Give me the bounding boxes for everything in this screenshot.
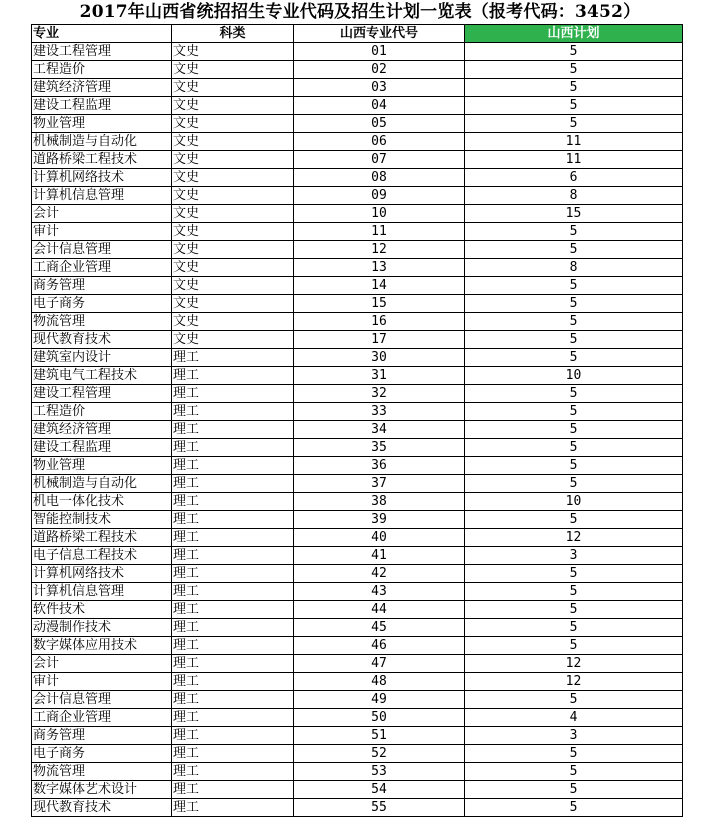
table-row bbox=[32, 565, 683, 583]
table-row bbox=[32, 547, 683, 565]
cell-major[interactable]: 动漫制作技术 bbox=[32, 619, 172, 637]
cell-major[interactable]: 软件技术 bbox=[32, 601, 172, 619]
cell-plan[interactable]: 8 bbox=[465, 187, 683, 205]
cell-plan[interactable]: 5 bbox=[465, 619, 683, 637]
cell-major[interactable]: 会计信息管理 bbox=[32, 241, 172, 259]
table-row bbox=[32, 385, 683, 403]
table-row bbox=[32, 619, 683, 637]
cell-plan[interactable]: 5 bbox=[465, 79, 683, 97]
cell-category[interactable]: 理工 bbox=[172, 763, 294, 781]
table-row bbox=[32, 709, 683, 727]
cell-category[interactable]: 理工 bbox=[172, 403, 294, 421]
header-code[interactable]: 山西专业代号 bbox=[294, 25, 465, 43]
cell-code[interactable]: 16 bbox=[294, 313, 465, 331]
cell-category[interactable]: 理工 bbox=[172, 637, 294, 655]
cell-code[interactable]: 13 bbox=[294, 259, 465, 277]
cell-code[interactable]: 40 bbox=[294, 529, 465, 547]
cell-category[interactable]: 理工 bbox=[172, 439, 294, 457]
cell-major[interactable]: 工商企业管理 bbox=[32, 259, 172, 277]
cell-code[interactable]: 05 bbox=[294, 115, 465, 133]
cell-code[interactable]: 11 bbox=[294, 223, 465, 241]
cell-plan[interactable]: 5 bbox=[465, 475, 683, 493]
cell-major[interactable]: 物业管理 bbox=[32, 115, 172, 133]
cell-code[interactable]: 33 bbox=[294, 403, 465, 421]
cell-plan[interactable]: 5 bbox=[465, 799, 683, 817]
cell-plan[interactable]: 5 bbox=[465, 223, 683, 241]
table-row bbox=[32, 61, 683, 79]
table-row bbox=[32, 97, 683, 115]
cell-category[interactable]: 文史 bbox=[172, 277, 294, 295]
cell-category[interactable]: 理工 bbox=[172, 529, 294, 547]
table-row bbox=[32, 349, 683, 367]
cell-plan[interactable]: 5 bbox=[465, 115, 683, 133]
cell-code[interactable]: 43 bbox=[294, 583, 465, 601]
cell-code[interactable]: 08 bbox=[294, 169, 465, 187]
table-row bbox=[32, 691, 683, 709]
table-row bbox=[32, 205, 683, 223]
cell-plan[interactable]: 4 bbox=[465, 709, 683, 727]
table-row bbox=[32, 727, 683, 745]
cell-category[interactable]: 文史 bbox=[172, 205, 294, 223]
cell-plan[interactable]: 5 bbox=[465, 637, 683, 655]
cell-plan[interactable]: 5 bbox=[465, 691, 683, 709]
table-row bbox=[32, 313, 683, 331]
cell-plan[interactable]: 5 bbox=[465, 565, 683, 583]
cell-major[interactable]: 审计 bbox=[32, 223, 172, 241]
enrollment-plan-table bbox=[31, 24, 683, 817]
cell-plan[interactable]: 5 bbox=[465, 781, 683, 799]
cell-plan[interactable]: 5 bbox=[465, 313, 683, 331]
cell-plan[interactable]: 5 bbox=[465, 61, 683, 79]
cell-major[interactable]: 会计 bbox=[32, 205, 172, 223]
cell-code[interactable]: 35 bbox=[294, 439, 465, 457]
table-row bbox=[32, 799, 683, 817]
cell-category[interactable]: 文史 bbox=[172, 169, 294, 187]
cell-category[interactable]: 文史 bbox=[172, 295, 294, 313]
table-row bbox=[32, 241, 683, 259]
table-row bbox=[32, 43, 683, 61]
header-category[interactable]: 科类 bbox=[172, 25, 294, 43]
cell-plan[interactable]: 5 bbox=[465, 583, 683, 601]
cell-code[interactable]: 07 bbox=[294, 151, 465, 169]
cell-code[interactable]: 53 bbox=[294, 763, 465, 781]
cell-code[interactable]: 44 bbox=[294, 601, 465, 619]
cell-major[interactable]: 物业管理 bbox=[32, 457, 172, 475]
cell-code[interactable]: 15 bbox=[294, 295, 465, 313]
cell-code[interactable]: 10 bbox=[294, 205, 465, 223]
cell-code[interactable]: 14 bbox=[294, 277, 465, 295]
cell-code[interactable]: 04 bbox=[294, 97, 465, 115]
cell-plan[interactable]: 5 bbox=[465, 277, 683, 295]
cell-category[interactable]: 理工 bbox=[172, 565, 294, 583]
cell-category[interactable]: 理工 bbox=[172, 493, 294, 511]
cell-category[interactable]: 文史 bbox=[172, 241, 294, 259]
cell-category[interactable]: 理工 bbox=[172, 619, 294, 637]
cell-code[interactable]: 51 bbox=[294, 727, 465, 745]
cell-major[interactable]: 物流管理 bbox=[32, 763, 172, 781]
sheet-title: 2017年山西省统招招生专业代码及招生计划一览表（报考代码：3452） bbox=[79, 2, 641, 22]
table-row bbox=[32, 259, 683, 277]
cell-category[interactable]: 文史 bbox=[172, 187, 294, 205]
cell-category[interactable]: 文史 bbox=[172, 97, 294, 115]
cell-code[interactable]: 31 bbox=[294, 367, 465, 385]
cell-code[interactable]: 17 bbox=[294, 331, 465, 349]
cell-major[interactable]: 电子信息工程技术 bbox=[32, 547, 172, 565]
cell-plan[interactable]: 5 bbox=[465, 457, 683, 475]
cell-category[interactable]: 理工 bbox=[172, 547, 294, 565]
cell-plan[interactable]: 3 bbox=[465, 547, 683, 565]
table-row bbox=[32, 475, 683, 493]
cell-category[interactable]: 理工 bbox=[172, 475, 294, 493]
cell-category[interactable]: 理工 bbox=[172, 781, 294, 799]
cell-category[interactable]: 文史 bbox=[172, 259, 294, 277]
table-row bbox=[32, 439, 683, 457]
cell-plan[interactable]: 5 bbox=[465, 439, 683, 457]
cell-category[interactable]: 文史 bbox=[172, 79, 294, 97]
cell-code[interactable]: 50 bbox=[294, 709, 465, 727]
table-row bbox=[32, 457, 683, 475]
cell-plan[interactable]: 5 bbox=[465, 745, 683, 763]
cell-category[interactable]: 理工 bbox=[172, 799, 294, 817]
cell-major[interactable]: 商务管理 bbox=[32, 727, 172, 745]
cell-major[interactable]: 现代教育技术 bbox=[32, 331, 172, 349]
cell-major[interactable]: 计算机网络技术 bbox=[32, 169, 172, 187]
table-row bbox=[32, 295, 683, 313]
cell-plan[interactable]: 12 bbox=[465, 529, 683, 547]
cell-major[interactable]: 工程造价 bbox=[32, 61, 172, 79]
cell-category[interactable]: 理工 bbox=[172, 385, 294, 403]
cell-category[interactable]: 理工 bbox=[172, 583, 294, 601]
cell-category[interactable]: 文史 bbox=[172, 61, 294, 79]
table-row bbox=[32, 151, 683, 169]
cell-major[interactable]: 计算机信息管理 bbox=[32, 583, 172, 601]
table-row bbox=[32, 331, 683, 349]
table-row bbox=[32, 169, 683, 187]
cell-major[interactable]: 会计 bbox=[32, 655, 172, 673]
cell-code[interactable]: 03 bbox=[294, 79, 465, 97]
cell-major[interactable]: 数字媒体艺术设计 bbox=[32, 781, 172, 799]
cell-plan[interactable]: 5 bbox=[465, 97, 683, 115]
cell-code[interactable]: 54 bbox=[294, 781, 465, 799]
cell-major[interactable]: 计算机网络技术 bbox=[32, 565, 172, 583]
cell-major[interactable]: 会计信息管理 bbox=[32, 691, 172, 709]
cell-plan[interactable]: 5 bbox=[465, 511, 683, 529]
cell-code[interactable]: 45 bbox=[294, 619, 465, 637]
cell-major[interactable]: 计算机信息管理 bbox=[32, 187, 172, 205]
cell-plan[interactable]: 15 bbox=[465, 205, 683, 223]
cell-category[interactable]: 文史 bbox=[172, 313, 294, 331]
cell-major[interactable]: 商务管理 bbox=[32, 277, 172, 295]
table-row bbox=[32, 421, 683, 439]
table-row bbox=[32, 277, 683, 295]
cell-plan[interactable]: 12 bbox=[465, 655, 683, 673]
cell-major[interactable]: 建筑电气工程技术 bbox=[32, 367, 172, 385]
table-row bbox=[32, 367, 683, 385]
cell-code[interactable]: 39 bbox=[294, 511, 465, 529]
cell-plan[interactable]: 5 bbox=[465, 349, 683, 367]
cell-code[interactable]: 41 bbox=[294, 547, 465, 565]
table-row bbox=[32, 223, 683, 241]
cell-code[interactable]: 49 bbox=[294, 691, 465, 709]
table-row bbox=[32, 637, 683, 655]
cell-category[interactable]: 理工 bbox=[172, 601, 294, 619]
table-row bbox=[32, 79, 683, 97]
cell-code[interactable]: 42 bbox=[294, 565, 465, 583]
cell-category[interactable]: 理工 bbox=[172, 367, 294, 385]
cell-major[interactable]: 工程造价 bbox=[32, 403, 172, 421]
table-row bbox=[32, 187, 683, 205]
cell-major[interactable]: 审计 bbox=[32, 673, 172, 691]
cell-category[interactable]: 理工 bbox=[172, 421, 294, 439]
cell-major[interactable]: 数字媒体应用技术 bbox=[32, 637, 172, 655]
cell-major[interactable]: 智能控制技术 bbox=[32, 511, 172, 529]
cell-major[interactable]: 建设工程管理 bbox=[32, 385, 172, 403]
table-row bbox=[32, 529, 683, 547]
cell-major[interactable]: 机械制造与自动化 bbox=[32, 475, 172, 493]
cell-plan[interactable]: 11 bbox=[465, 133, 683, 151]
cell-major[interactable]: 建筑经济管理 bbox=[32, 79, 172, 97]
cell-major[interactable]: 道路桥梁工程技术 bbox=[32, 529, 172, 547]
cell-category[interactable]: 理工 bbox=[172, 457, 294, 475]
table-row bbox=[32, 583, 683, 601]
table-row bbox=[32, 511, 683, 529]
table-row bbox=[32, 403, 683, 421]
cell-category[interactable]: 理工 bbox=[172, 349, 294, 367]
table-row bbox=[32, 673, 683, 691]
cell-category[interactable]: 理工 bbox=[172, 691, 294, 709]
cell-plan[interactable]: 6 bbox=[465, 169, 683, 187]
cell-major[interactable]: 物流管理 bbox=[32, 313, 172, 331]
cell-category[interactable]: 理工 bbox=[172, 655, 294, 673]
cell-plan[interactable]: 8 bbox=[465, 259, 683, 277]
cell-plan[interactable]: 5 bbox=[465, 295, 683, 313]
cell-category[interactable]: 理工 bbox=[172, 745, 294, 763]
cell-major[interactable]: 机电一体化技术 bbox=[32, 493, 172, 511]
cell-plan[interactable]: 5 bbox=[465, 763, 683, 781]
table-row bbox=[32, 133, 683, 151]
cell-code[interactable]: 06 bbox=[294, 133, 465, 151]
cell-plan[interactable]: 5 bbox=[465, 385, 683, 403]
cell-major[interactable]: 建筑室内设计 bbox=[32, 349, 172, 367]
cell-code[interactable]: 36 bbox=[294, 457, 465, 475]
cell-major[interactable]: 电子商务 bbox=[32, 745, 172, 763]
cell-code[interactable]: 12 bbox=[294, 241, 465, 259]
cell-code[interactable]: 37 bbox=[294, 475, 465, 493]
cell-code[interactable]: 46 bbox=[294, 637, 465, 655]
cell-code[interactable]: 38 bbox=[294, 493, 465, 511]
table-row bbox=[32, 655, 683, 673]
cell-code[interactable]: 34 bbox=[294, 421, 465, 439]
header-plan[interactable]: 山西计划 bbox=[465, 25, 683, 43]
table-row bbox=[32, 493, 683, 511]
cell-plan[interactable]: 12 bbox=[465, 673, 683, 691]
cell-code[interactable]: 47 bbox=[294, 655, 465, 673]
cell-major[interactable]: 建设工程监理 bbox=[32, 97, 172, 115]
cell-code[interactable]: 02 bbox=[294, 61, 465, 79]
table-row bbox=[32, 763, 683, 781]
header-major[interactable]: 专业 bbox=[32, 25, 172, 43]
cell-major[interactable]: 建筑经济管理 bbox=[32, 421, 172, 439]
cell-major[interactable]: 建设工程监理 bbox=[32, 439, 172, 457]
cell-plan[interactable]: 5 bbox=[465, 421, 683, 439]
cell-major[interactable]: 机械制造与自动化 bbox=[32, 133, 172, 151]
cell-code[interactable]: 09 bbox=[294, 187, 465, 205]
cell-plan[interactable]: 5 bbox=[465, 403, 683, 421]
cell-code[interactable]: 52 bbox=[294, 745, 465, 763]
cell-major[interactable]: 电子商务 bbox=[32, 295, 172, 313]
cell-plan[interactable]: 10 bbox=[465, 367, 683, 385]
table-row bbox=[32, 745, 683, 763]
cell-category[interactable]: 理工 bbox=[172, 511, 294, 529]
cell-major[interactable]: 道路桥梁工程技术 bbox=[32, 151, 172, 169]
cell-major[interactable]: 工商企业管理 bbox=[32, 709, 172, 727]
cell-code[interactable]: 55 bbox=[294, 799, 465, 817]
header-row bbox=[32, 25, 683, 43]
cell-code[interactable]: 01 bbox=[294, 43, 465, 61]
cell-category[interactable]: 文史 bbox=[172, 43, 294, 61]
table-row bbox=[32, 115, 683, 133]
cell-plan[interactable]: 5 bbox=[465, 241, 683, 259]
cell-code[interactable]: 32 bbox=[294, 385, 465, 403]
cell-category[interactable]: 文史 bbox=[172, 133, 294, 151]
cell-plan[interactable]: 5 bbox=[465, 43, 683, 61]
table-row bbox=[32, 781, 683, 799]
cell-plan[interactable]: 5 bbox=[465, 601, 683, 619]
cell-major[interactable]: 现代教育技术 bbox=[32, 799, 172, 817]
cell-code[interactable]: 48 bbox=[294, 673, 465, 691]
cell-category[interactable]: 理工 bbox=[172, 709, 294, 727]
cell-category[interactable]: 文史 bbox=[172, 331, 294, 349]
cell-plan[interactable]: 3 bbox=[465, 727, 683, 745]
cell-plan[interactable]: 10 bbox=[465, 493, 683, 511]
cell-category[interactable]: 理工 bbox=[172, 673, 294, 691]
cell-category[interactable]: 理工 bbox=[172, 727, 294, 745]
table-row bbox=[32, 601, 683, 619]
cell-category[interactable]: 文史 bbox=[172, 151, 294, 169]
cell-code[interactable]: 30 bbox=[294, 349, 465, 367]
cell-plan[interactable]: 5 bbox=[465, 331, 683, 349]
cell-major[interactable]: 建设工程管理 bbox=[32, 43, 172, 61]
cell-category[interactable]: 文史 bbox=[172, 115, 294, 133]
cell-category[interactable]: 文史 bbox=[172, 223, 294, 241]
cell-plan[interactable]: 11 bbox=[465, 151, 683, 169]
